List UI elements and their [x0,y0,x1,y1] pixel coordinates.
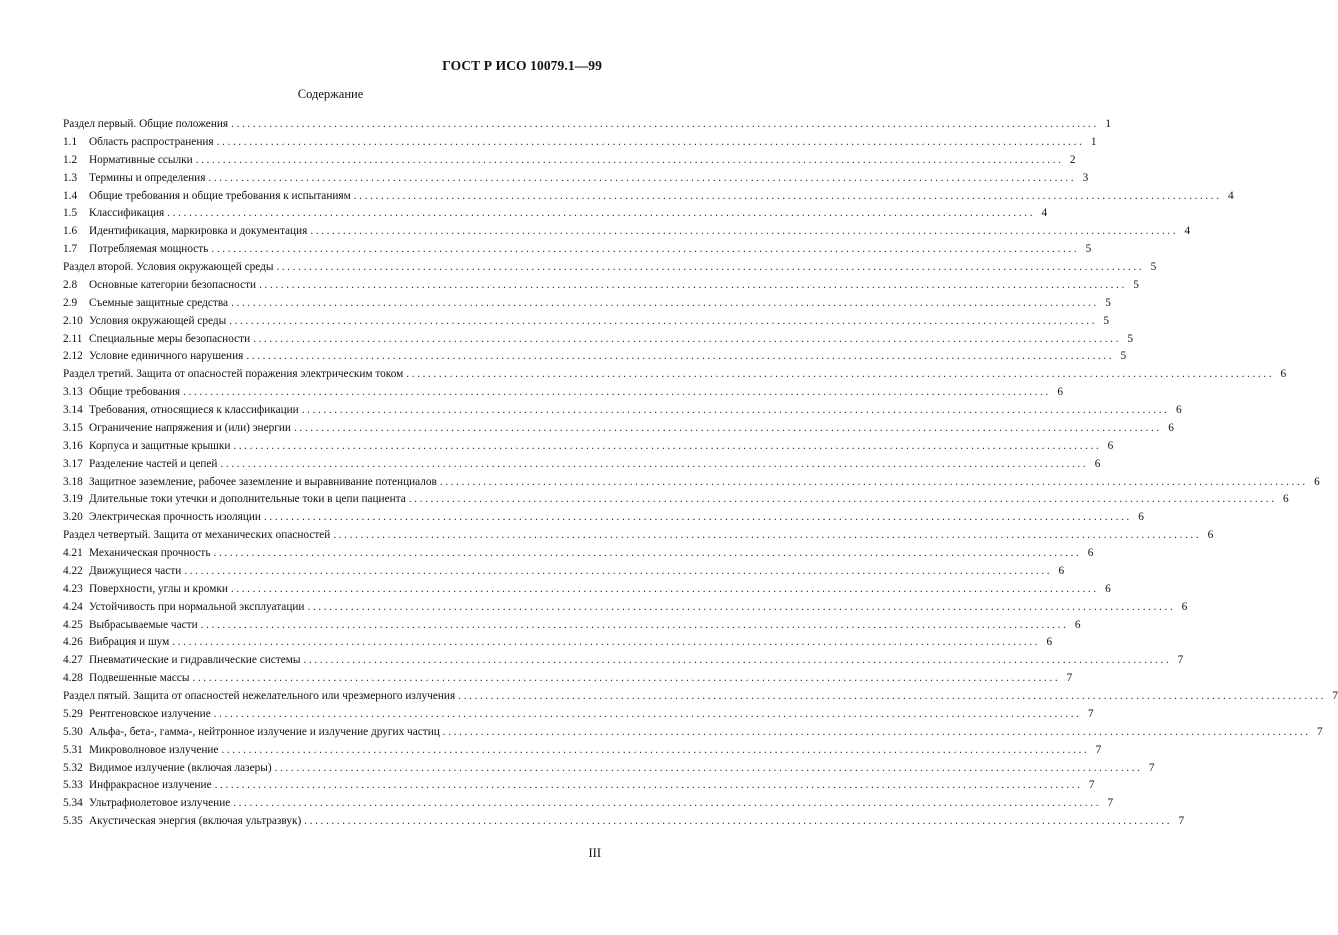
toc-entry-number: 3.19 [63,493,83,506]
toc-entry-label: Электрическая прочность изоляции [89,511,261,524]
toc-entry-row [63,402,1182,420]
toc-entry-number: 4.24 [63,600,83,613]
toc-entry-row [63,331,1134,349]
toc-entry-page: 6 [1168,421,1174,434]
leader-dots: ................................................................................................................................................................ [303,654,1172,667]
toc-entry-row [63,706,1094,724]
toc-entry-number: 4.23 [63,582,83,595]
page-number: III [588,846,601,860]
toc-entry-row [63,474,1320,492]
toc-entry-row [63,170,1089,188]
toc-entry-page: 5 [1103,314,1110,327]
toc-entry-number: 4.27 [63,654,83,667]
toc-entry-page: 7 [1088,779,1095,792]
toc-entry-page: 6 [1314,475,1320,488]
toc-entry-page: 6 [1074,618,1081,631]
toc-entry-page: 6 [1087,547,1094,559]
toc-entry-page: 6 [1138,511,1144,524]
toc-entry-page: 7 [1095,743,1102,756]
toc-entry-number: 5.32 [63,761,83,774]
leader-dots: ................................................................................................................................................................ [200,618,1069,631]
toc-entry-row [63,295,1111,313]
toc-entry-number: 1.4 [63,189,78,202]
toc-entry-row [63,652,1184,670]
leader-dots: ................................................................................................................................................................ [304,815,1173,828]
toc-entry-label: Пневматические и гидравлические системы [89,654,301,667]
toc-entry-page: 7 [1066,672,1073,685]
leader-dots: ................................................................................................................................................................ [214,779,1083,792]
toc-entry-row [63,795,1114,813]
toc-entry-label: Общие требования и общие требования к испытаниям [89,189,351,202]
toc-entry-number: 2.9 [63,296,78,309]
toc-entry-page: 6 [1282,493,1289,506]
toc-entry-page: 6 [1058,564,1065,577]
toc-entry-row [63,724,1323,742]
toc-entry-page: 6 [1107,439,1114,452]
leader-dots: ................................................................................................................................................................ [230,582,1099,595]
toc-entry-page: 6 [1046,636,1053,649]
toc-entry-page: 2 [1069,153,1076,166]
toc-entry-number: 4.28 [63,672,83,685]
toc-section-row [63,527,1214,545]
toc-entry-row [63,742,1102,760]
toc-entry-label: Область распространения [89,135,214,148]
leader-dots: ................................................................................................................................................................ [195,153,1064,166]
toc-entry-label: Поверхности, углы и кромки [89,582,228,595]
toc-entry-label: Альфа-, бета-, гамма-, нейтронное излучение и излучение других частиц [89,725,440,738]
leader-dots: ................................................................................................................................................................ [208,171,1077,184]
toc-entry-number: 5.29 [63,707,83,720]
leader-dots: ................................................................................................................................................................ [221,743,1090,756]
toc-entry-row [63,456,1101,474]
leader-dots: ................................................................................................................................................................ [408,493,1277,506]
toc-entry-page: 6 [1105,582,1111,595]
toc-entry-row [63,617,1081,635]
toc-entry-label: Инфракрасное излучение [89,779,212,792]
toc-entry-label: Подвешенные массы [89,672,190,685]
leader-dots: ................................................................................................................................................................ [172,636,1041,649]
toc-entry-number: 3.17 [63,457,83,470]
toc-entry-page: 7 [1177,654,1184,667]
toc-entry-row [63,420,1174,438]
toc-entry-row [63,134,1097,152]
toc-entry-number: 2.12 [63,350,83,363]
toc-entry-label: Условия окружающей среды [89,314,227,327]
toc-entry-page: 5 [1105,296,1111,309]
toc-entry-row [63,777,1095,795]
toc-entry-number: 2.11 [63,332,83,345]
leader-dots: ................................................................................................................................................................ [458,690,1327,702]
toc-entry-row [63,348,1127,366]
toc-entry-label: Раздел четвертый. Защита от механических опасностей [63,529,331,542]
toc-entry-number: 5.34 [63,797,83,810]
toc-entry-label: Раздел первый. Общие положения [63,118,229,130]
toc-entry-row [63,438,1114,456]
toc-entry-label: Разделение частей и цепей [89,457,218,470]
toc-entry-label: Специальные меры безопасности [89,332,251,345]
toc-entry-number: 3.13 [63,386,83,399]
toc-entry-label: Требования, относящиеся к классификации [89,404,299,416]
toc-entry-label: Классификация [89,207,165,220]
toc-entry-row [63,241,1092,259]
toc-entry-page: 6 [1181,600,1188,613]
toc-entry-number: 3.14 [63,404,83,416]
toc-entry-number: 1.5 [63,207,78,220]
leader-dots: ................................................................................................................................................................ [213,707,1082,720]
toc-entry-label: Корпуса и защитные крышки [89,439,231,452]
toc-entry-label: Вибрация и шум [89,636,170,649]
toc-entry-number: 1.7 [63,243,78,256]
toc-entry-page: 7 [1107,797,1114,810]
leader-dots: ................................................................................................................................................................ [406,368,1275,381]
toc-entry-row [63,223,1191,241]
toc-title: Содержание [297,87,364,101]
toc-entry-page: 5 [1133,278,1139,291]
toc-entry-number: 4.21 [63,547,83,559]
leader-dots: ................................................................................................................................................................ [259,278,1127,291]
document-code: ГОСТ Р ИСО 10079.1—99 [442,58,602,73]
toc-entry-page: 6 [1175,404,1182,416]
leader-dots: ................................................................................................................................................................ [231,296,1099,309]
leader-dots: ................................................................................................................................................................ [439,475,1308,488]
toc-entry-row [63,813,1185,831]
toc-entry-label: Акустическая энергия (включая ультразвук) [89,815,302,828]
toc-entry-label: Основные категории безопасности [89,278,257,291]
toc-entry-row [63,545,1094,563]
toc-entry-page: 4 [1227,189,1234,202]
leader-dots: ................................................................................................................................................................ [301,404,1170,416]
toc-entry-number: 5.35 [63,815,83,828]
toc-entry-page: 6 [1057,386,1063,399]
toc-section-row [63,366,1287,384]
toc-entry-label: Потребляемая мощность [89,243,209,256]
toc-entry-number: 1.3 [63,171,78,184]
toc-entry-row [63,277,1139,295]
toc-entry-page: 7 [1087,707,1094,720]
toc-entry-page: 1 [1105,118,1111,130]
leader-dots: ................................................................................................................................................................ [216,135,1085,148]
toc-entry-page: 4 [1041,207,1048,220]
toc-entry-page: 5 [1150,261,1157,273]
toc-section-row [63,116,1111,134]
toc-entry-number: 2.10 [63,314,83,327]
leader-dots: ................................................................................................................................................................ [183,386,1051,399]
toc-entry-label: Выбрасываемые части [89,618,198,631]
leader-dots: ................................................................................................................................................................ [246,350,1115,363]
toc-entry-label: Раздел пятый. Защита от опасностей нежелательного или чрезмерного излучения [63,690,456,702]
toc-entry-row [63,670,1073,688]
toc-entry-label: Ограничение напряжения и (или) энергии [89,421,291,434]
leader-dots: ................................................................................................................................................................ [229,314,1098,327]
toc-entry-number: 1.1 [63,135,78,148]
toc-entry-row [63,152,1076,170]
toc-entry-number: 3.16 [63,439,83,452]
toc-entry-label: Устойчивость при нормальной эксплуатации [89,600,305,613]
leader-dots: ................................................................................................................................................................ [233,797,1102,810]
toc-section-row [63,259,1157,277]
toc-entry-number: 4.25 [63,618,83,631]
toc-entry-number: 5.30 [63,725,83,738]
toc-entry-row [63,384,1063,402]
toc-entry-number: 5.33 [63,779,83,792]
toc-entry-page: 6 [1094,457,1101,470]
leader-dots: ................................................................................................................................................................ [274,761,1143,774]
toc-entry-page: 7 [1178,815,1185,828]
toc-entry-row [63,634,1053,652]
toc-entry-label: Раздел третий. Защита от опасностей поражения электрическим током [63,368,404,381]
toc-entry-row [63,188,1234,206]
leader-dots: ................................................................................................................................................................ [167,207,1036,220]
toc-entry-label: Рентгеновское излучение [89,707,211,720]
leader-dots: ................................................................................................................................................................ [213,547,1082,559]
toc-entry-row [63,599,1188,617]
toc-entry-label: Съемные защитные средства [89,296,229,309]
toc-entry-number: 5.31 [63,743,83,756]
toc-entry-label: Термины и определения [89,171,206,184]
toc-entry-label: Раздел второй. Условия окружающей среды [63,261,274,273]
toc-entry-row [63,205,1048,223]
toc-entry-row [63,563,1065,581]
toc-entry-row [63,581,1111,599]
table-of-contents [63,116,1338,831]
toc-entry-number: 3.15 [63,421,83,434]
toc-entry-label: Длительные токи утечки и дополнительные токи в цепи пациента [89,493,406,506]
leader-dots: ................................................................................................................................................................ [192,672,1061,685]
toc-entry-number: 3.18 [63,475,83,488]
toc-entry-row [63,509,1144,527]
toc-entry-page: 4 [1184,225,1191,238]
leader-dots: ................................................................................................................................................................ [211,243,1080,256]
toc-entry-label: Ультрафиолетовое излучение [89,797,231,810]
toc-entry-page: 3 [1082,171,1089,184]
toc-entry-label: Нормативные ссылки [89,153,193,166]
toc-section-row [63,688,1338,706]
leader-dots: ................................................................................................................................................................ [253,332,1122,345]
leader-dots: ................................................................................................................................................................ [263,511,1132,524]
leader-dots: ................................................................................................................................................................ [233,439,1102,452]
toc-entry-label: Общие требования [89,386,181,399]
leader-dots: ................................................................................................................................................................ [310,225,1179,238]
leader-dots: ................................................................................................................................................................ [333,529,1202,542]
leader-dots: ................................................................................................................................................................ [307,600,1176,613]
toc-entry-label: Видимое излучение (включая лазеры) [89,761,272,774]
toc-entry-label: Идентификация, маркировка и документация [89,225,308,238]
toc-entry-label: Микроволновое излучение [89,743,219,756]
toc-entry-number: 4.22 [63,564,83,577]
leader-dots: ................................................................................................................................................................ [353,189,1222,202]
toc-entry-number: 3.20 [63,511,83,524]
toc-entry-page: 1 [1090,135,1097,148]
toc-entry-page: 7 [1332,690,1338,702]
toc-entry-row [63,760,1155,778]
toc-entry-number: 1.6 [63,225,78,238]
toc-entry-label: Защитное заземление, рабочее заземление и выравнивание потенциалов [89,475,437,488]
leader-dots: ................................................................................................................................................................ [276,261,1145,273]
leader-dots: ................................................................................................................................................................ [184,564,1053,577]
toc-entry-page: 5 [1127,332,1134,345]
toc-entry-label: Механическая прочность [89,547,211,559]
toc-entry-page: 6 [1207,529,1214,542]
toc-entry-label: Условие единичного нарушения [89,350,244,363]
toc-entry-number: 4.26 [63,636,83,649]
toc-entry-page: 7 [1148,761,1155,774]
toc-entry-label: Движущиеся части [89,564,182,577]
leader-dots: ................................................................................................................................................................ [231,118,1099,130]
leader-dots: ................................................................................................................................................................ [220,457,1089,470]
toc-entry-page: 5 [1085,243,1092,256]
toc-entry-row [63,313,1110,331]
toc-entry-number: 1.2 [63,153,78,166]
toc-entry-row [63,491,1289,509]
toc-entry-number: 2.8 [63,278,78,291]
toc-entry-page: 5 [1120,350,1127,363]
leader-dots: ................................................................................................................................................................ [442,725,1311,738]
leader-dots: ................................................................................................................................................................ [293,421,1162,434]
toc-entry-page: 7 [1317,725,1323,738]
toc-entry-page: 6 [1280,368,1287,381]
